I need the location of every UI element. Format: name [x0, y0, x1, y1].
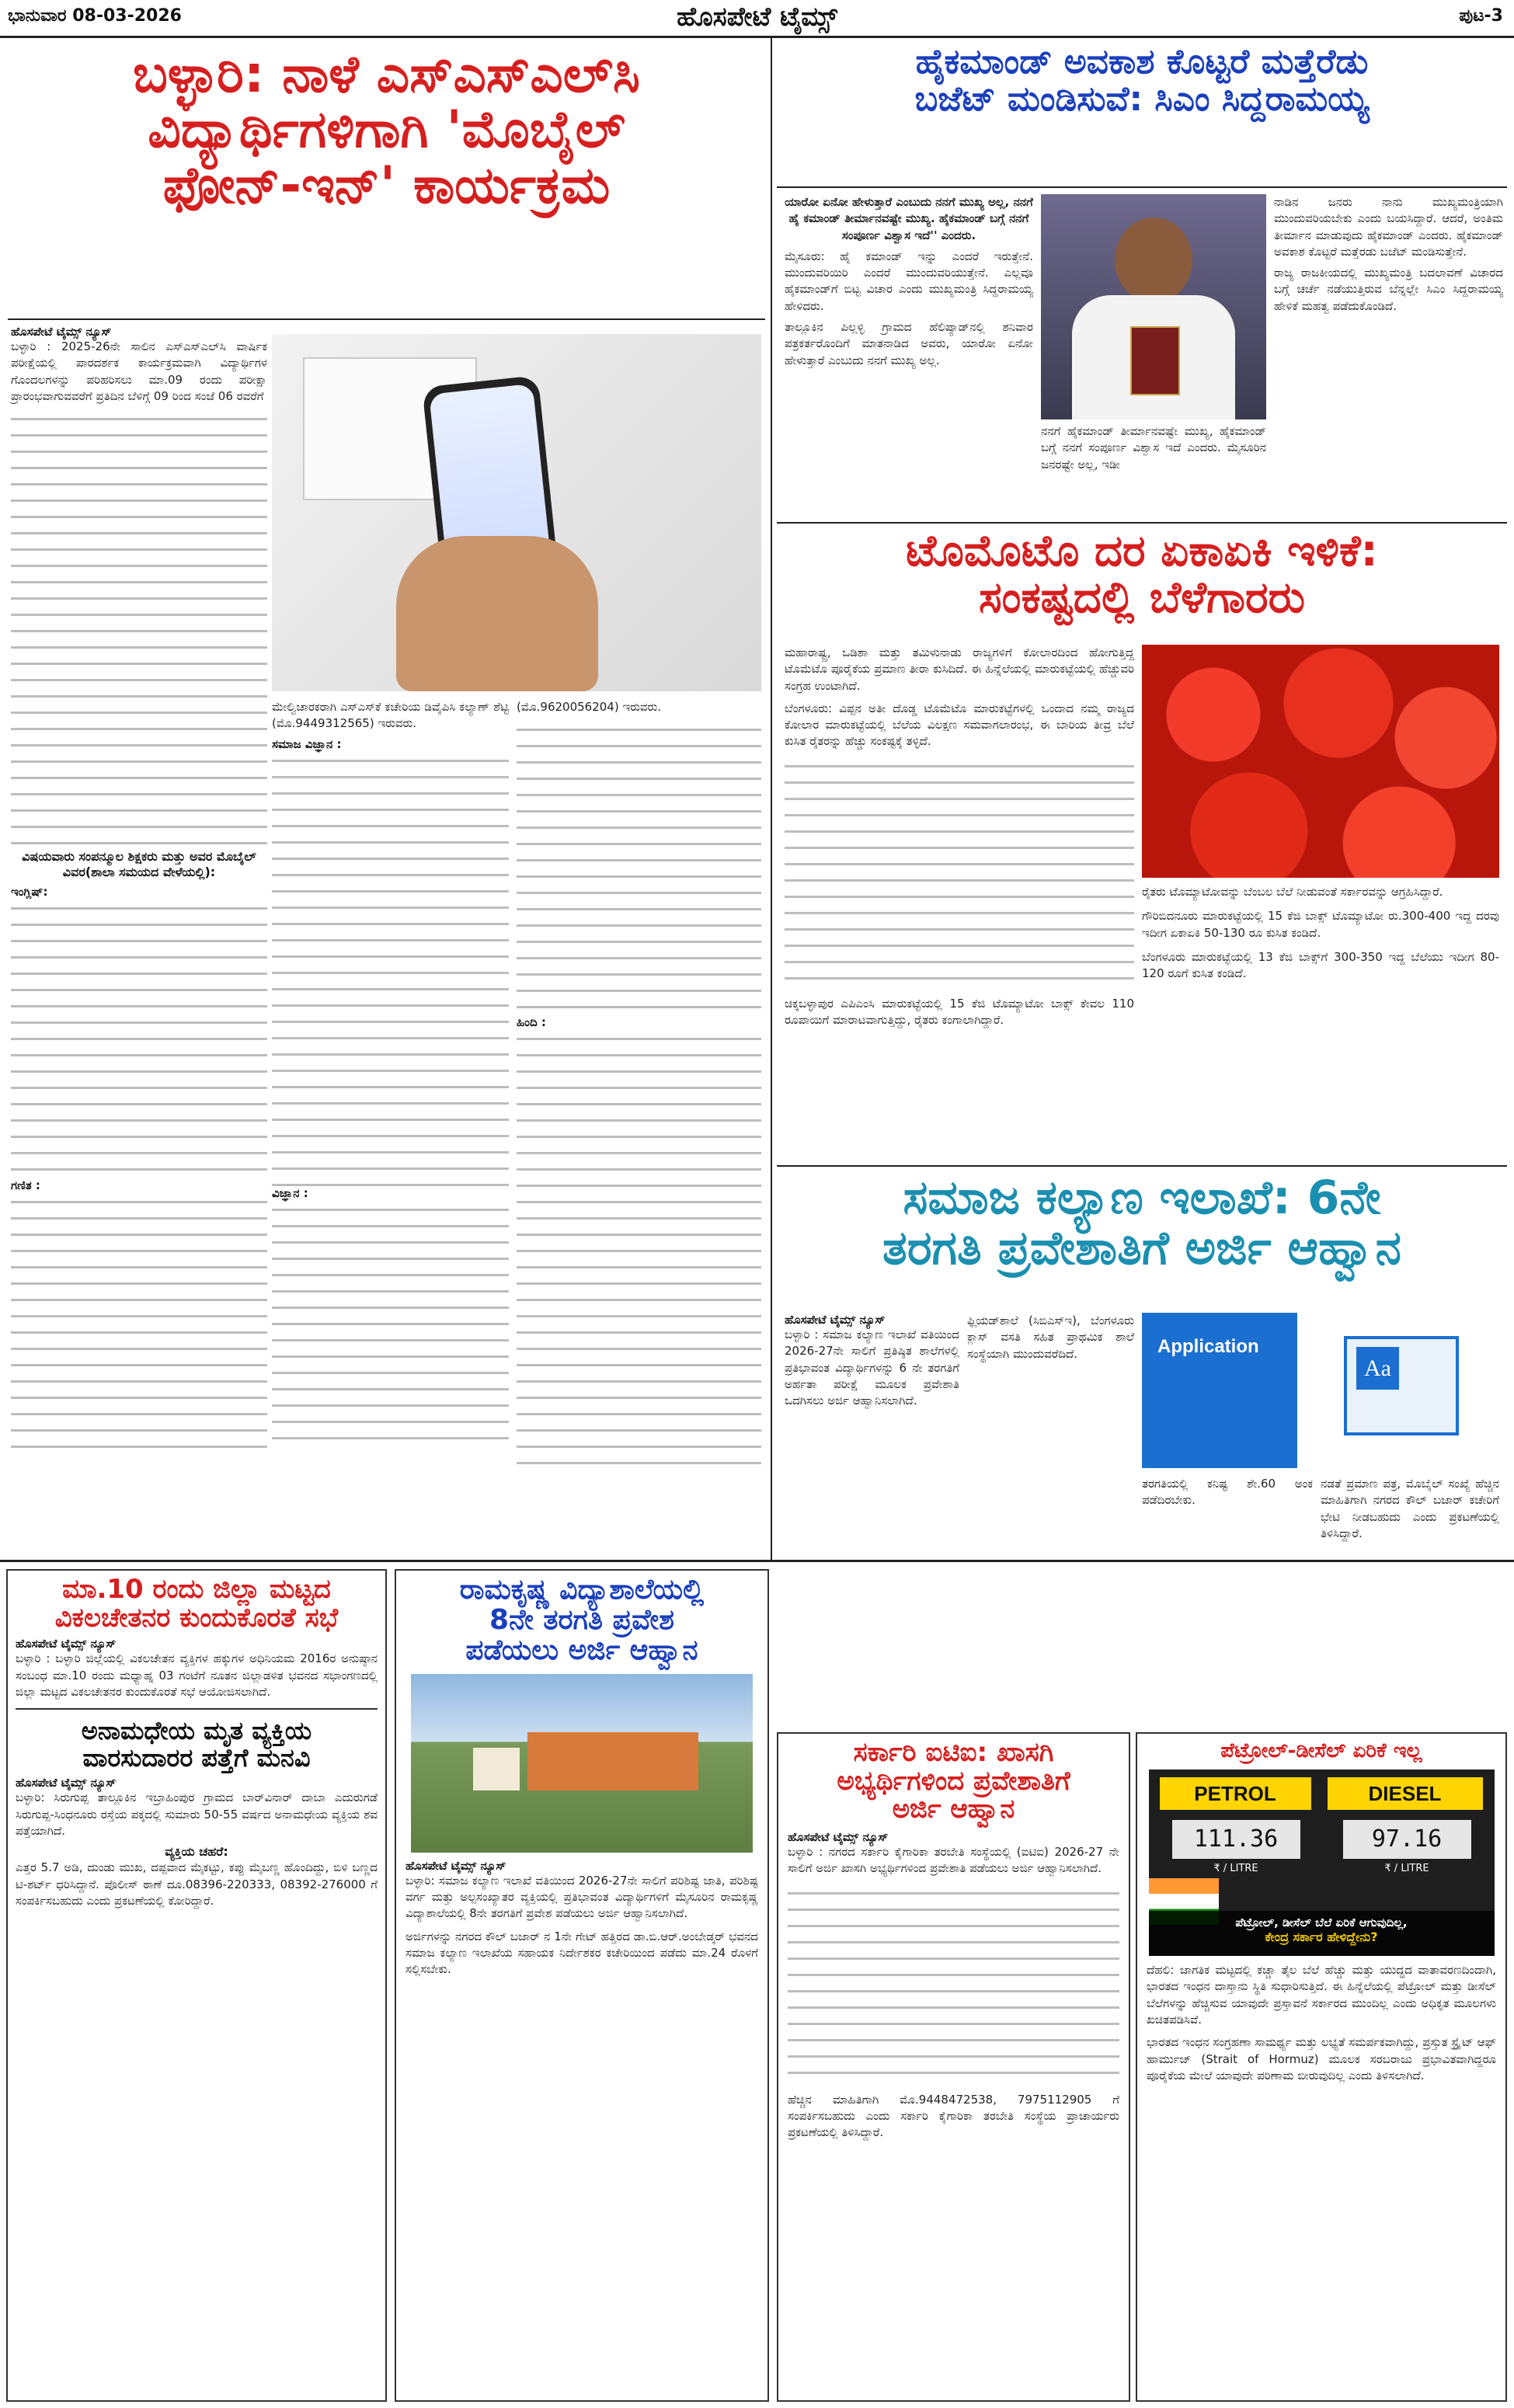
vikalachetana-headline-2: ವಿಕಲಚೇತನರ ಕುಂದುಕೊರತೆ ಸಭೆ — [54, 1602, 339, 1634]
petrol-unit: ₹ / LITRE — [1213, 1863, 1258, 1875]
tomato-headline: ಟೊಮೊಟೊ ದರ ಏಕಾಏಕಿ ಇಳಿಕೆ: ಸಂಕಷ್ಟದಲ್ಲಿ ಬೆಳೆಗಾರರು — [906, 526, 1378, 624]
masthead — [0, 0, 1514, 36]
cm-body-left: ಮೈಸೂರು: ಹೈ ಕಮಾಂಡ್ ಇನ್ನು ಎಂದರೆ ಇರುತ್ತೇನೆ. ಮುಂದುವರಿಯಿರಿ ಎಂದರೆ ಮುಂದುವರಿಯುತ್ತೇನೆ. ಎಲ್ಲವೂ ಹೈಕಮಾಂಡ್‌ಗೆ ಬಿಟ್ಟ ವಿಚಾರ ಎಂದು ಮುಖ್ಯಮಂತ್ರಿ ಸಿದ್ದರಾಮಯ್ಯ ಹೇಳಿದರು. — [785, 249, 1033, 313]
sslc-col3-lead: (ಮೊ.9620056204) ಇರುವರು. — [517, 700, 662, 714]
anamadheya-subhead: ವ್ಯಕ್ತಿಯ ಚಹರೆ: — [165, 1844, 228, 1860]
lower-band-rule — [0, 1560, 1514, 1562]
iti-body-filler — [788, 1884, 1119, 2086]
samaja-col-2 — [967, 1313, 1134, 1362]
petrol-box — [1136, 1732, 1507, 2402]
iti-headline-3: ಅರ್ಜಿ ಆಹ್ವಾನ — [892, 1794, 1015, 1825]
sslc-lead: ಬಳ್ಳಾರಿ : 2025-26ನೇ ಸಾಲಿನ ಎಸ್‌ಎಸ್‌ಎಲ್‌ಸಿ ವಾರ್ಷಿಕ ಪರೀಕ್ಷೆಯಲ್ಲಿ ಪಾರದರ್ಶಕ ಕಾರ್ಯಕ್ರಮವಾಗಿ ವಿದ್ಯಾರ್ಥಿಗಳ ಗೊಂದಲಗಳನ್ನು ಪರಿಹರಿಸಲು ಮಾ.09 ರಂದು ಪರೀಕ್ಷಾ ಪ್ರಾರಂಭವಾಗುವವರೆಗೆ ಪ್ರತಿದಿನ ಬೆಳಿಗ್ಗೆ 09 ರಿಂದ ಸಂಜೆ 06 ರವರೆಗೆ — [11, 339, 267, 403]
samaja-col1-text: ಬಳ್ಳಾರಿ : ಸಮಾಜ ಕಲ್ಯಾಣ ಇಲಾಖೆ ವತಿಯಿಂದ 2026-27ನೇ ಸಾಲಿಗೆ ಪ್ರತಿಷ್ಠಿತ ಶಾಲೆಗಳಲ್ಲಿ ಪ್ರತಿಭಾವಂತ ವಿದ್ಯಾರ್ಥಿಗಳನ್ನು 6 ನೇ ತರಗತಿಗೆ ಅರ್ಹತಾ ಪರೀಕ್ಷೆ ಮೂಲಕ ಪ್ರವೇಶಾತಿ ಒದಗಿಸಲು ಅರ್ಜಿ ಆಹ್ವಾನಿಸಲಾಗಿದೆ. — [785, 1328, 959, 1408]
sslc-math-list — [11, 1192, 267, 1456]
sslc-col3-list — [517, 720, 761, 1015]
cm-body-right: ನಾಡಿನ ಜನರು ನಾನು ಮುಖ್ಯಮಂತ್ರಿಯಾಗಿ ಮುಂದುವರಿಯಬೇಕು ಎಂದು ಬಯಸಿದ್ದಾರೆ. ಆದರೆ, ಅಂತಿಮ ತೀರ್ಮಾನ ಮಾಡುವುದು ಹೈಕಮಾಂಡ್ ಎಂದರು. ಹೈಕಮಾಂಡ್ ಅವಕಾಶ ಕೊಟ್ಟರೆ ಮತ್ತೆರಡು ಬಜೆಟ್ ಮಂಡಿಸುತ್ತೇನೆ. — [1274, 195, 1503, 259]
tomato-para-2: ಬೆಂಗಳೂರು: ವಿಪ್ಪನ ಅತೀ ದೊಡ್ಡ ಟೊಮೆಟೊ ಮಾರುಕಟ್ಟೆಗಳಲ್ಲಿ ಒಂದಾದ ನಮ್ಮ ರಾಜ್ಯದ ಕೋಲಾರ ಮಾರುಕಟ್ಟೆಯಲ್ಲಿ ಬೆಲೆಯ ವಿಲಕ್ಷಣ ಸಮವಾಗಲಾರಂಭ, ಈ ಬಾರಿಯ ತೀವ್ರ ಬೆಲೆ ಕುಸಿತ ರೈತರನ್ನು ಹೆಚ್ಚು ಸಂಕಷ್ಟಕ್ಕೆ ತಳ್ಳಿದೆ. — [785, 701, 1134, 749]
sslc-body-filler — [11, 409, 267, 844]
sslc-col2-lead: ಮೇಲ್ವಿಚಾರಕರಾಗಿ ಎಸ್‌ಎಸ್‌ಕೆ ಕಚೇರಿಯ ಡಿವೈಪಿಸಿ ಕಲ್ಯಾಣ್ ಶೆಟ್ಟಿ (ಮೊ.9449312565) ಇರುವರು. — [272, 700, 509, 731]
petrol-body-2: ಭಾರತದ ಇಂಧನ ಸಂಗ್ರಹಣಾ ಸಾಮರ್ಥ್ಯ ಮತ್ತು ಲಭ್ಯತೆ ಸಮರ್ಪಕವಾಗಿದ್ದು, ಪ್ರಸ್ತುತ ಸ್ಟ್ರೈಟ್ ಆಫ್ ಹಾರ್ಮುಜ್ (Strait of Hormuz) ಮೂಲಕ ಸರಬರಾಜು ಪ್ರಭಾವಿತವಾಗಿದ್ದರೂ ಪೂರೈಕೆಯ ಮೇಲೆ ಯಾವುದೇ ಪರಿಣಾಮ ಬೀರುವುದಿಲ್ಲ ಎಂದು ತಿಳಿಸಲಾಗಿದೆ. — [1147, 2035, 1496, 2083]
vikalachetana-box — [6, 1569, 387, 2402]
vikalachetana-headline-1: ಮಾ.10 ರಂದು ಜಿಲ್ಲಾ ಮಟ್ಟದ — [62, 1574, 331, 1605]
samaja-col-1 — [785, 1313, 959, 1409]
application-image — [1142, 1313, 1491, 1468]
tomato-para-1: ಮಹಾರಾಷ್ಟ್ರ, ಒಡಿಶಾ ಮತ್ತು ತಮಿಳುನಾಡು ರಾಜ್ಯಗಳಿಗೆ ಕೋಲಾರದಿಂದ ಹೋಗುತ್ತಿದ್ದ ಟೊಮೆಟೊ ಪೂರೈಕೆಯ ಪ್ರಮಾಣ ತೀರಾ ಕುಸಿದಿದೆ. ಈ ಹಿನ್ನೆಲೆಯಲ್ಲಿ ಮಾರುಕಟ್ಟೆಯಲ್ಲಿ ಹೆಚ್ಚುವರಿ ಸಂಗ್ರಹ ಉಂಟಾಗಿದೆ. — [785, 645, 1134, 693]
page-number: ಪುಟ-3 — [1459, 6, 1503, 26]
anamadheya-headline-1: ಅನಾಮಧೇಯ ಮೃತ ವ್ಯಕ್ತಿಯ — [81, 1716, 312, 1746]
tomato-right-2: ಗೌರಿಬಿದನೂರು ಮಾರುಕಟ್ಟೆಯಲ್ಲಿ 15 ಕೆಜಿ ಬಾಕ್ಸ್ ಟೊಮ್ಯಾಟೋ ರು.300-400 ಇದ್ದ ದರವು ಇದೀಗ ಏಕಾಏಕಿ 50-130 ರೂ ಕುಸಿತ ಕಂಡಿದೆ. — [1142, 909, 1499, 940]
sslc-col-3 — [517, 699, 761, 1464]
ramakrishna-body-2: ಅರ್ಜಿಗಳನ್ನು ನಗರದ ಕೌಲ್ ಬಜಾರ್ ನ 1ನೇ ಗೇಟ್ ಹತ್ತಿರದ ಡಾ.ಬಿ.ಆರ್.ಅಂಬೇಡ್ಕರ್ ಭವನದ ಸಮಾಜ ಕಲ್ಯಾಣ ಇಲಾಖೆಯ ಸಹಾಯಕ ನಿರ್ದೇಶಕರ ಕಚೇರಿಯಿಂದ ಪಡೆದು ಮಾ.24 ರೊಳಗೆ ಸಲ್ಲಿಸಬೇಕು. — [405, 1929, 758, 1977]
cm-quote: ಯಾರೋ ಏನೋ ಹೇಳುತ್ತಾರೆ ಎಂಬುದು ನನಗೆ ಮುಖ್ಯ ಅಲ್ಲ, ನನಗೆ ಹೈ ಕಮಾಂಡ್ ತೀರ್ಮಾನವಷ್ಟೇ ಮುಖ್ಯ. ಹೈಕಮಾಂಡ್ ಬಗ್ಗೆ ನನಗೆ ಸಂಪೂರ್ಣ ವಿಶ್ವಾಸ ಇದೆ'' ಎಂದರು. — [785, 195, 1033, 242]
petrol-body: ದೆಹಲಿ: ಜಾಗತಿಕ ಮಟ್ಟದಲ್ಲಿ ಕಚ್ಚಾ ತೈಲ ಬೆಲೆ ಹೆಚ್ಚು ಮತ್ತು ಯುದ್ಧದ ವಾತಾವರಣದಿಂದಾಗಿ, ಭಾರತದ ಇಂಧನ ದಾಸ್ತಾನು ಸ್ಥಿತಿ ಸುಧಾರಿಸುತ್ತಿದೆ. ಈ ಹಿನ್ನೆಲೆಯಲ್ಲಿ ಪೆಟ್ರೋಲ್ ಮತ್ತು ಡೀಸೆಲ್ ಬೆಲೆಗಳನ್ನು ಹೆಚ್ಚಿಸುವ ಯಾವುದೇ ಪ್ರಸ್ತಾವನೆ ಸರ್ಕಾರದ ಮುಂದಿಲ್ಲ ಎಂದು ಅಧಿಕೃತ ಮೂಲಗಳು ಖಚಿತಪಡಿಸಿವೆ. — [1147, 1963, 1496, 2027]
iti-byline: ಹೊಸಪೇಟೆ ಟೈಮ್ಸ್ ನ್ಯೂಸ್ — [788, 1830, 889, 1845]
ramakrishna-headline-2: 8ನೇ ತರಗತಿ ಪ್ರವೇಶ — [489, 1603, 674, 1636]
sslc-section-science: ವಿಜ್ಞಾನ : — [272, 1185, 308, 1200]
cm-photo — [1041, 194, 1266, 419]
ramakrishna-box — [395, 1569, 769, 2402]
tomato-col-2 — [1142, 884, 1499, 982]
cm-headline-rule — [777, 186, 1507, 188]
sslc-hindi-list — [517, 1029, 761, 1464]
sslc-section-hindi: ಹಿಂದಿ : — [517, 1015, 546, 1030]
tomato-bottom-rule — [777, 1165, 1507, 1167]
tomato-col-1 — [785, 645, 1134, 1028]
hand-shape — [396, 536, 598, 691]
issue-date: ಭಾನುವಾರ 08-03-2026 — [8, 6, 182, 26]
anamadheya-headline-2: ವಾರಸುದಾರರ ಪತ್ತೆಗೆ ಮನವಿ — [82, 1742, 311, 1773]
fuel-photo-caption: ಪೆಟ್ರೋಲ್, ಡೀಸೆಲ್ ಬೆಲೆ ಏರಿಕೆ ಆಗುವುದಿಲ್ಲ, ಕೇಂದ್ರ ಸರ್ಕಾರ ಹೇಳಿದ್ದೇನು? — [1149, 1911, 1495, 1956]
sslc-english-list — [11, 899, 267, 1178]
samaja-col2-text: ಫ್ಲಿಯಡ್‌ಶಾಲೆ (ಸಿಬಿಎಸ್‌ಇ), ಬೆಂಗಳೂರು ಕ್ಲಾಸ್ ವಸತಿ ಸಹಿತ ಪ್ರಾಥಮಿಕ ಶಾಲೆ ಸಂಸ್ಥೆಯಾಗಿ ಮುಂದುವರೆದಿದೆ. — [967, 1314, 1134, 1361]
ramakrishna-byline: ಹೊಸಪೇಟೆ ಟೈಮ್ಸ್ ನ್ಯೂಸ್ — [405, 1858, 506, 1873]
sslc-subhead: ವಿಷಯವಾರು ಸಂಪನ್ಮೂಲ ಶಿಕ್ಷಕರು ಮತ್ತು ಅವರ ಮೊಬೈಲ್ ವಿವರ(ಶಾಲಾ ಸಮಯದ ವೇಳೆಯಲ್ಲಿ): — [22, 849, 256, 880]
phone-photo — [272, 334, 761, 691]
ramakrishna-headline-1: ರಾಮಕೃಷ್ಣ ವಿದ್ಯಾಶಾಲೆಯಲ್ಲಿ — [459, 1574, 705, 1606]
sslc-byline: ಹೊಸಪೇಟೆ ಟೈಮ್ಸ್ ನ್ಯೂಸ್ — [11, 325, 112, 339]
cm-body-left-2: ತಾಲ್ಲೂಕಿನ ಪಿಲ್ಲಳ್ಳಿ ಗ್ರಾಮದ ಹೆಲಿಪ್ಯಾಡ್‌ನಲ್ಲಿ ಶನಿವಾರ ಪತ್ರಕರ್ತರೊಂದಿಗೆ ಮಾತನಾಡಿದ ಅವರು, ಯಾರೋ ಏನೋ ಹೇಳುತ್ತಾರೆ ಎಂಬುದು ನನಗೆ ಮುಖ್ಯ ಅಲ್ಲ. — [785, 320, 1033, 367]
iti-body-2: ಹೆಚ್ಚಿನ ಮಾಹಿತಿಗಾಗಿ ಮೊ.9448472538, 7975112905 ಗೆ ಸಂಪರ್ಕಿಸಬಹುದು ಎಂದು ಸರ್ಕಾರಿ ಕೈಗಾರಿಕಾ ತರಬೇತಿ ಸಂಸ್ಥೆಯ ಪ್ರಾಚಾರ್ಯರು ಪ್ರಕಟಣೆಯಲ್ಲಿ ತಿಳಿಸಿದ್ದಾರೆ. — [788, 2092, 1119, 2140]
samaja-byline: ಹೊಸಪೇಟೆ ಟೈಮ್ಸ್ ನ್ಯೂಸ್ — [785, 1313, 886, 1327]
column-divider — [771, 38, 772, 1561]
sslc-section-social: ಸಮಾಜ ವಿಜ್ಞಾನ : — [272, 736, 342, 751]
application-label: Application — [1157, 1336, 1259, 1357]
cm-col-2 — [1041, 423, 1266, 473]
petrol-sign: PETROL — [1160, 1777, 1311, 1810]
diesel-price: 97.16 — [1343, 1820, 1471, 1859]
diesel-sign: DIESEL — [1328, 1777, 1483, 1810]
cm-col-1 — [785, 194, 1033, 369]
sslc-section-english: ಇಂಗ್ಲಿಷ್: — [11, 885, 48, 900]
cm-bottom-rule — [777, 522, 1507, 524]
cm-col-3 — [1274, 194, 1503, 315]
sslc-social-list — [272, 751, 509, 1186]
iti-headline-1: ಸರ್ಕಾರಿ ಐಟಿಐ: ಖಾಸಗಿ — [853, 1737, 1054, 1768]
sslc-col-2 — [272, 699, 509, 1449]
anamadheya-byline: ಹೊಸಪೇಟೆ ಟೈಮ್ಸ್ ನ್ಯೂಸ್ — [16, 1776, 117, 1790]
tomato-body-filler — [785, 757, 1134, 990]
vikalachetana-byline: ಹೊಸಪೇಟೆ ಟೈಮ್ಸ್ ನ್ಯೂಸ್ — [16, 1637, 117, 1651]
tomato-photo — [1142, 645, 1499, 878]
sslc-headline: ಬಳ್ಳಾರಿ: ನಾಳೆ ಎಸ್‌ಎಸ್‌ಎಲ್‌ಸಿ ವಿದ್ಯಾರ್ಥಿಗಳಿಗಾಗಿ 'ಮೊಬೈಲ್ ಫೋನ್-ಇನ್' ಕಾರ್ಯಕ್ರಮ — [133, 44, 640, 215]
samaja-col4-text: ನಡತೆ ಪ್ರಮಾಣ ಪತ್ರ, ಮೊಬೈಲ್ ಸಂಖ್ಯೆ ಹೆಚ್ಚಿನ ಮಾಹಿತಿಗಾಗಿ ನಗರದ ಕೌಲ್ ಬಜಾರ್ ಕಚೇರಿಗೆ ಭೇಟಿ ನೀಡಬಹುದು ಎಂದು ಪ್ರಕಟಣೆಯಲ್ಲಿ ತಿಳಿಸಿದ್ದಾರೆ. — [1321, 1477, 1499, 1540]
sslc-headline-rule — [8, 318, 765, 320]
vikalachetana-body: ಬಳ್ಳಾರಿ : ಬಳ್ಳಾರಿ ಜಿಲ್ಲೆಯಲ್ಲಿ ವಿಕಲಚೇತನ ವ್ಯಕ್ತಿಗಳ ಹಕ್ಕುಗಳ ಅಧಿನಿಯಮ 2016ರ ಅನುಷ್ಠಾನ ಸಂಬಂಧ ಮಾ.10 ರಂದು ಮಧ್ಯಾಹ್ನ 03 ಗಂಟೆಗೆ ನೂತನ ಜಿಲ್ಲಾಡಳಿತ ಭವನದ ಸಭಾಂಗಣದಲ್ಲಿ ಜಿಲ್ಲಾ ಮಟ್ಟದ ವಿಕಲಚೇತನರ ಕುಂದುಕೊರತೆ ಸಭೆ ಆಯೋಜಿಸಲಾಗಿದೆ. — [16, 1651, 378, 1700]
cm-headline: ಹೈಕಮಾಂಡ್ ಅವಕಾಶ ಕೊಟ್ಟರೆ ಮತ್ತೆರೆಡು ಬಜೆಟ್ ಮಂಡಿಸುವೆ: ಸಿಎಂ ಸಿದ್ದರಾಮಯ್ಯ — [914, 42, 1370, 119]
iti-body: ಬಳ್ಳಾರಿ : ನಗರದ ಸರ್ಕಾರಿ ಕೈಗಾರಿಕಾ ತರಬೇತಿ ಸಂಸ್ಥೆಯಲ್ಲಿ (ಐಟಿಐ) 2026-27 ನೇ ಸಾಲಿಗೆ ಅರ್ಜಿ ಖಾಸಗಿ ಅಭ್ಯರ್ಥಿಗಳಿಂದ ಪ್ರವೇಶಾತಿ ಪಡೆಯಲು ಅರ್ಜಿ ಆಹ್ವಾನಿಸಲಾಗಿದೆ. — [788, 1845, 1119, 1876]
sslc-section-math: ಗಣಿತ : — [11, 1178, 40, 1193]
samaja-headline: ಸಮಾಜ ಕಲ್ಯಾಣ ಇಲಾಖೆ: 6ನೇ ತರಗತಿ ಪ್ರವೇಶಾತಿಗೆ ಅರ್ಜಿ ಆಹ್ವಾನ — [882, 1171, 1401, 1275]
anamadheya-body-2: ಎತ್ತರ 5.7 ಅಡಿ, ದುಂಡು ಮುಖ, ದಪ್ಪವಾದ ಮೈಕಟ್ಟು, ಕಪ್ಪು ಮೈಬಣ್ಣ ಹೊಂದಿದ್ದು, ಬಿಳಿ ಬಣ್ಣದ ಟಿ-ಶರ್ಟ್ ಧರಿಸಿದ್ದಾನೆ. ಪೊಲೀಸ್ ಠಾಣೆ ದೂ.08396-220333, 08392-276000 ಗೆ ಸಂಪರ್ಕಿಸಬಹುದು ಎಂದು ಪ್ರಕಟಣೆಯಲ್ಲಿ ಕೋರಿದ್ದಾರೆ. — [16, 1860, 378, 1908]
cm-body-mid: ನನಗೆ ಹೈಕಮಾಂಡ್ ತೀರ್ಮಾನವಷ್ಟೇ ಮುಖ್ಯ, ಹೈಕಮಾಂಡ್ ಬಗ್ಗೆ ನನಗೆ ಸಂಪೂರ್ಣ ವಿಶ್ವಾಸ ಇದೆ ಎಂದರು. ಮೈಸೂರಿನ ಜನರಷ್ಟೇ ಅಲ್ಲ, ಇಡೀ — [1041, 424, 1266, 472]
masthead-rule — [0, 36, 1514, 38]
book-icon — [1130, 326, 1180, 395]
samaja-col-3 — [1142, 1476, 1313, 1509]
tomato-para-3: ಚಿಕ್ಕಬಳ್ಳಾಪುರ ಎಪಿಎಂಸಿ ಮಾರುಕಟ್ಟೆಯಲ್ಲಿ 15 ಕೆಜಿ ಟೊಮ್ಯಾಟೋ ಬಾಕ್ಸ್ ಕೇವಲ 110 ರೂಪಾಯಿಗೆ ಮಾರಾಟವಾಗುತ್ತಿದ್ದು, ರೈತರು ಕಂಗಾಲಾಗಿದ್ದಾರೆ. — [785, 996, 1134, 1028]
anamadheya-body: ಬಳ್ಳಾರಿ: ಸಿರುಗುಪ್ಪ ತಾಲ್ಲೂಕಿನ ಇಬ್ರಾಹಿಂಪುರ ಗ್ರಾಮದ ಬಾರ್‌ವಿನಾರ್ ದಾಬಾ ಎದುರುಗಡೆ ಸಿರುಗುಪ್ಪ-ಸಿಂಧನೂರು ರಸ್ತೆಯ ಪಕ್ಕದಲ್ಲಿ ಸುಮಾರು 50-55 ವರ್ಷದ ಅನಾಮಧೇಯ ವ್ಯಕ್ತಿಯ ಶವ ಪತ್ತೆಯಾಗಿದೆ. — [16, 1790, 378, 1839]
school-photo — [411, 1674, 753, 1853]
tomato-right-1: ರೈತರು ಟೊಮ್ಯಾಟೋವನ್ನು ಬೆಂಬಲ ಬೆಲೆ ನೀಡುವಂತೆ ಸರ್ಕಾರವನ್ನು ಆಗ್ರಹಿಸಿದ್ದಾರೆ. — [1142, 885, 1443, 899]
samaja-col-4 — [1321, 1476, 1499, 1542]
ramakrishna-headline-3: ಪಡೆಯಲು ಅರ್ಜಿ ಆಹ್ವಾನ — [465, 1634, 698, 1666]
iti-headline-2: ಅಭ್ಯರ್ಥಿಗಳಿಂದ ಪ್ರವೇಶಾತಿಗೆ — [837, 1765, 1070, 1797]
tomato-right-3: ಬೆಂಗಳೂರು ಮಾರುಕಟ್ಟೆಯಲ್ಲಿ 13 ಕೆಜಿ ಬಾಕ್ಸ್‌ಗೆ 300-350 ಇದ್ದ ಬೆಲೆಯು ಇದೀಗ 80-120 ರೂಗೆ ಕುಸಿತ ಕಂಡಿದೆ. — [1142, 949, 1499, 981]
newspaper-title: ಹೊಸಪೇಟೆ ಟೈಮ್ಸ್ — [677, 2, 837, 33]
samaja-col3-text: ತರಗತಿಯಲ್ಲಿ ಕನಿಷ್ಟ ಶೇ.60 ಅಂಕ ಪಡೆದಿರಬೇಕು. — [1142, 1477, 1313, 1508]
sslc-col-1 — [11, 325, 267, 1456]
diesel-unit: ₹ / LITRE — [1384, 1863, 1429, 1875]
ramakrishna-body: ಬಳ್ಳಾರಿ: ಸಮಾಜ ಕಲ್ಯಾಣ ಇಲಾಖೆ ವತಿಯಿಂದ 2026-27ನೇ ಸಾಲಿಗೆ ಪರಿಶಿಷ್ಟ ಜಾತಿ, ಪರಿಶಿಷ್ಟ ವರ್ಗ ಮತ್ತು ಅಲ್ಪಸಂಖ್ಯಾತರ ವ್ಯಕ್ತಿಯಲ್ಲಿ ಪ್ರತಿಭಾವಂತ ವಿದ್ಯಾರ್ಥಿಗಳಿಗೆ ಮೈಸೂರಿನ ರಾಮಕೃಷ್ಣ ವಿದ್ಯಾಶಾಲೆಯಲ್ಲಿ 8ನೇ ತರಗತಿಗೆ ಪ್ರವೇಶ ಪಡೆಯಲು ಅರ್ಜಿ ಆಹ್ವಾನಿಸಲಾಗಿದೆ. — [405, 1873, 758, 1921]
book-icon: Aa — [1344, 1336, 1459, 1435]
sslc-science-list — [272, 1200, 509, 1449]
petrol-headline: ಪೆಟ್ರೋಲ್-ಡೀಸೆಲ್ ಏರಿಕೆ ಇಲ್ಲ — [1220, 1739, 1422, 1763]
petrol-price: 111.36 — [1172, 1820, 1300, 1859]
cm-body-right-2: ರಾಜ್ಯ ರಾಜಕೀಯದಲ್ಲಿ ಮುಖ್ಯಮಂತ್ರಿ ಬದಲಾವಣೆ ವಿಚಾರದ ಬಗ್ಗೆ ಚರ್ಚೆ ನಡೆಯುತ್ತಿರುವ ಬೆನ್ನಲ್ಲೇ ಸಿಎಂ ಸಿದ್ದರಾಮಯ್ಯ ಹೇಳಿಕೆ ಮಹತ್ವ ಪಡೆದುಕೊಂಡಿದೆ. — [1274, 266, 1503, 313]
iti-box — [777, 1732, 1130, 2402]
fuel-pump-photo — [1149, 1769, 1495, 1956]
